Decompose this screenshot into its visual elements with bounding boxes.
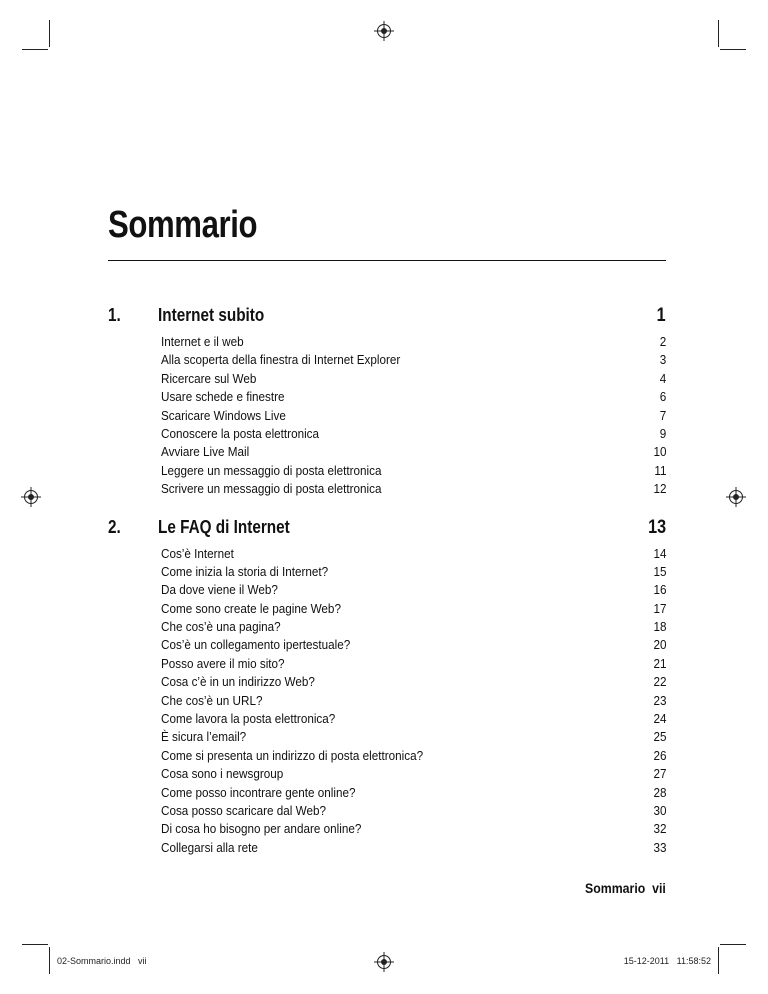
toc-entry-page: 28: [652, 784, 666, 800]
toc-entry-title: Che cos’è una pagina?: [161, 619, 281, 635]
toc-entry-title: Cosa sono i newsgroup: [161, 766, 284, 782]
chapter-page-number: 13: [648, 516, 666, 538]
toc-entry-title: Come lavora la posta elettronica?: [161, 711, 336, 727]
slug-timestamp: 15-12-2011 11:58:52: [623, 956, 711, 966]
toc-entry-page: 20: [652, 637, 666, 653]
slug-filename: 02-Sommario.indd vii: [57, 956, 147, 966]
toc-entry[interactable]: [108, 563, 666, 581]
chapter-heading[interactable]: [108, 517, 666, 545]
toc-entry-page: 30: [652, 802, 666, 818]
table-of-contents: [108, 305, 666, 875]
chapter-number: 2.: [108, 516, 121, 537]
chapter-2: [108, 517, 666, 858]
toc-entry-title: Collegarsi alla rete: [161, 839, 258, 855]
chapter-number: 1.: [108, 305, 121, 325]
toc-entry-page: 16: [652, 582, 666, 598]
toc-entry-title: Cos’è un collegamento ipertestuale?: [161, 637, 351, 653]
toc-entry[interactable]: [108, 655, 666, 673]
toc-entry-page: 33: [652, 839, 666, 855]
toc-entry[interactable]: [108, 370, 666, 388]
crop-mark: [49, 20, 50, 47]
toc-entry-title: Posso avere il mio sito?: [161, 655, 285, 671]
toc-entry-title: Alla scoperta della finestra di Internet Explorer: [161, 352, 401, 368]
toc-entry-page: 23: [652, 692, 666, 708]
toc-entry-page: 26: [652, 747, 666, 763]
toc-entry[interactable]: [108, 581, 666, 599]
crop-mark: [720, 49, 746, 50]
toc-entry-title: È sicura l’email?: [161, 729, 247, 745]
toc-entry-title: Come posso incontrare gente online?: [161, 784, 356, 800]
toc-entry-title: Leggere un messaggio di posta elettronica: [161, 462, 382, 478]
registration-mark-icon: [729, 490, 743, 504]
toc-entry[interactable]: [108, 425, 666, 443]
toc-entry-title: Cos’è Internet: [161, 545, 234, 561]
toc-entry-page: 6: [659, 389, 666, 405]
toc-entry[interactable]: [108, 802, 666, 820]
toc-entry[interactable]: [108, 747, 666, 765]
toc-entry-title: Avviare Live Mail: [161, 444, 250, 460]
toc-entry[interactable]: [108, 710, 666, 728]
toc-entry[interactable]: [108, 636, 666, 654]
toc-entry-title: Cosa c’è in un indirizzo Web?: [161, 674, 315, 690]
toc-entry-title: Ricercare sul Web: [161, 370, 257, 386]
chapter-title: Le FAQ di Internet: [158, 516, 290, 537]
title-divider: [108, 260, 666, 261]
chapter-entries: [108, 545, 666, 858]
registration-mark-icon: [377, 24, 391, 38]
toc-entry[interactable]: [108, 462, 666, 480]
toc-entry-page: 22: [652, 674, 666, 690]
crop-mark: [720, 944, 746, 945]
chapter-heading[interactable]: [108, 305, 666, 333]
toc-entry-page: 4: [659, 370, 666, 386]
toc-entry[interactable]: [108, 692, 666, 710]
toc-entry-title: Usare schede e finestre: [161, 389, 285, 405]
toc-entry-title: Internet e il web: [161, 334, 244, 349]
toc-entry[interactable]: [108, 839, 666, 857]
toc-entry-page: 3: [659, 352, 666, 368]
toc-entry-title: Scaricare Windows Live: [161, 407, 286, 423]
chapter-1: [108, 305, 666, 499]
footer-label: Sommario: [585, 880, 646, 896]
toc-entry-title: Scrivere un messaggio di posta elettronica: [161, 481, 382, 497]
crop-mark: [718, 947, 719, 974]
toc-entry-title: Come sono create le pagine Web?: [161, 600, 341, 616]
toc-entry-page: 24: [652, 711, 666, 727]
toc-entry-page: 2: [659, 334, 666, 349]
toc-entry[interactable]: [108, 765, 666, 783]
crop-mark: [49, 947, 50, 974]
toc-entry[interactable]: [108, 407, 666, 425]
toc-entry-title: Da dove viene il Web?: [161, 582, 278, 598]
chapter-entries: [108, 333, 666, 499]
toc-entry-page: 9: [659, 425, 666, 441]
toc-entry-page: 15: [652, 563, 666, 579]
registration-mark-icon: [377, 955, 391, 969]
toc-entry[interactable]: [108, 820, 666, 838]
toc-entry-title: Che cos’è un URL?: [161, 692, 263, 708]
toc-entry-page: 11: [653, 462, 666, 478]
toc-entry-title: Come inizia la storia di Internet?: [161, 563, 329, 579]
toc-entry-title: Cosa posso scaricare dal Web?: [161, 802, 326, 818]
toc-entry[interactable]: [108, 388, 666, 406]
toc-entry-title: Come si presenta un indirizzo di posta elettronica?: [161, 747, 424, 763]
toc-entry[interactable]: [108, 728, 666, 746]
toc-entry-page: 21: [652, 655, 666, 671]
toc-entry[interactable]: [108, 673, 666, 691]
toc-entry-page: 14: [652, 545, 666, 561]
toc-entry[interactable]: [108, 480, 666, 498]
toc-entry[interactable]: [108, 351, 666, 369]
chapter-page-number: 1: [657, 305, 666, 326]
toc-entry[interactable]: [108, 618, 666, 636]
toc-entry-page: 12: [652, 481, 666, 497]
crop-mark: [718, 20, 719, 47]
toc-entry-page: 7: [659, 407, 666, 423]
toc-entry-page: 10: [652, 444, 666, 460]
toc-entry[interactable]: [108, 443, 666, 461]
toc-entry-page: 17: [652, 600, 666, 616]
toc-entry-title: Di cosa ho bisogno per andare online?: [161, 821, 362, 837]
chapter-title: Internet subito: [158, 305, 265, 325]
toc-entry-page: 27: [652, 766, 666, 782]
crop-mark: [22, 944, 48, 945]
crop-mark: [22, 49, 48, 50]
toc-entry-page: 18: [652, 619, 666, 635]
page-title: Sommario: [108, 204, 258, 246]
toc-entry[interactable]: [108, 333, 666, 351]
registration-mark-icon: [24, 490, 38, 504]
toc-entry[interactable]: [108, 784, 666, 802]
toc-entry[interactable]: [108, 545, 666, 563]
toc-entry[interactable]: [108, 600, 666, 618]
toc-entry-page: 32: [652, 821, 666, 837]
toc-entry-title: Conoscere la posta elettronica: [161, 425, 320, 441]
toc-entry-page: 25: [652, 729, 666, 745]
running-footer: [585, 880, 666, 896]
footer-page-number: vii: [652, 880, 666, 896]
